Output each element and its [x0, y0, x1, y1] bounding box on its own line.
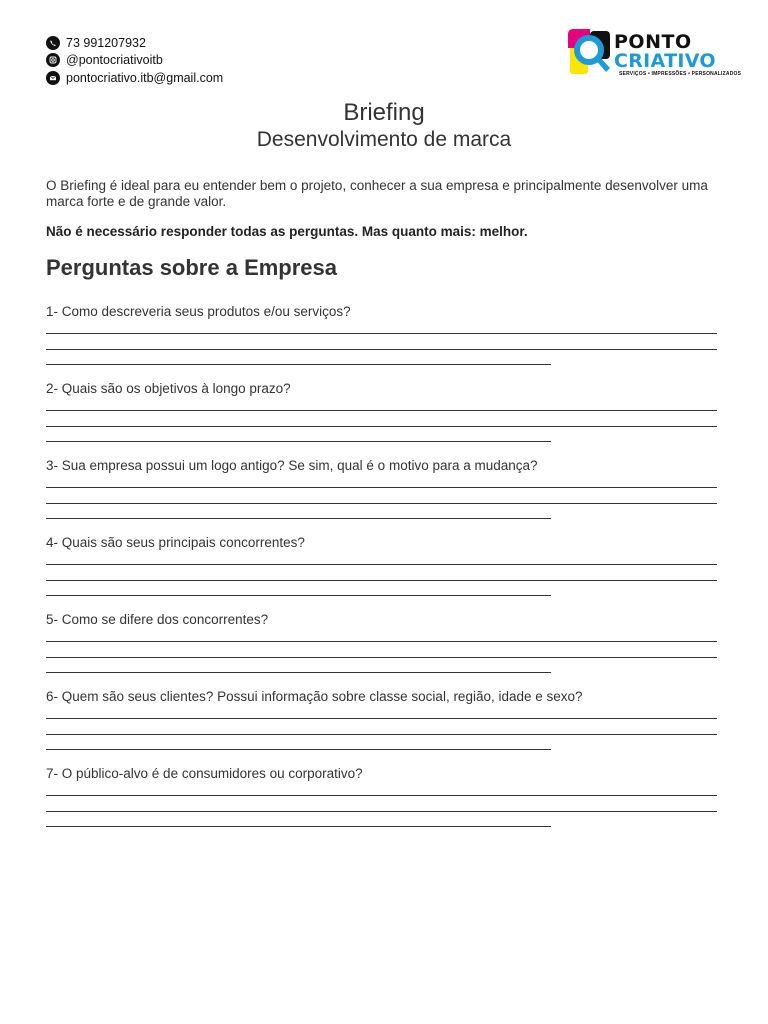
logo-word-ponto: PONTO: [614, 31, 692, 53]
answer-line[interactable]: [46, 580, 717, 581]
answer-line[interactable]: [46, 426, 717, 427]
question-text: 1- Como descreveria seus produtos e/ou serviços?: [46, 304, 351, 319]
answer-line[interactable]: [46, 657, 717, 658]
answer-line[interactable]: [46, 595, 551, 596]
intro-paragraph: O Briefing é ideal para eu entender bem o projeto, conhecer a sua empresa e principalmente desenvolver uma marca forte e de grande valor.: [46, 178, 708, 209]
answer-line[interactable]: [46, 364, 551, 365]
question-text: 6- Quem são seus clientes? Possui informação sobre classe social, região, idade e sexo?: [46, 689, 583, 704]
question-text: 2- Quais são os objetivos à longo prazo?: [46, 381, 291, 396]
logo-tagline: SERVIÇOS • IMPRESSÕES • PERSONALIZADOS: [619, 71, 742, 77]
logo-word-criativo: CRIATIVO: [614, 50, 716, 72]
question-list: [46, 304, 718, 843]
question-text: 7- O público-alvo é de consumidores ou corporativo?: [46, 766, 363, 781]
page-title: Briefing: [343, 99, 425, 126]
question-item-3: [46, 458, 718, 535]
question-item-5: [46, 612, 718, 689]
question-text: 5- Como se difere dos concorrentes?: [46, 612, 269, 627]
envelope-icon: [46, 71, 60, 85]
contact-instagram: [46, 52, 223, 70]
answer-line[interactable]: [46, 734, 717, 735]
answer-line[interactable]: [46, 811, 717, 812]
answer-line[interactable]: [46, 503, 717, 504]
answer-line[interactable]: [46, 333, 717, 334]
instagram-handle: @pontocriativoitb: [66, 53, 163, 68]
contact-phone: [46, 34, 223, 52]
question-item-6: [46, 689, 718, 766]
answer-line[interactable]: [46, 518, 551, 519]
email-address: pontocriativo.itb@gmail.com: [66, 70, 224, 85]
answer-line[interactable]: [46, 349, 717, 350]
answer-line[interactable]: [46, 718, 717, 719]
answer-line[interactable]: [46, 487, 717, 488]
answer-line[interactable]: [46, 441, 551, 442]
contact-email: [46, 69, 223, 87]
page-subtitle: Desenvolvimento de marca: [256, 128, 512, 151]
question-item-7: [46, 766, 718, 843]
answer-line[interactable]: [46, 641, 717, 642]
instagram-icon: [46, 53, 60, 67]
answer-line[interactable]: [46, 749, 551, 750]
question-item-1: [46, 304, 718, 381]
question-item-4: [46, 535, 718, 612]
logo-mark-icon: [566, 28, 612, 76]
answer-line[interactable]: [46, 795, 717, 796]
answer-line[interactable]: [46, 564, 717, 565]
answer-line[interactable]: [46, 672, 551, 673]
contact-info: [46, 34, 223, 87]
phone-number: 73 991207932: [66, 35, 146, 50]
question-text: 3- Sua empresa possui um logo antigo? Se sim, qual é o motivo para a mudança?: [46, 458, 538, 473]
answer-line[interactable]: [46, 410, 717, 411]
note-paragraph: Não é necessário responder todas as perguntas. Mas quanto mais: melhor.: [46, 224, 528, 239]
brand-logo: [566, 28, 742, 80]
question-text: 4- Quais são seus principais concorrentes?: [46, 535, 305, 550]
answer-line[interactable]: [46, 826, 551, 827]
question-item-2: [46, 381, 718, 458]
whatsapp-icon: [46, 36, 60, 50]
section-heading: Perguntas sobre a Empresa: [46, 255, 338, 280]
